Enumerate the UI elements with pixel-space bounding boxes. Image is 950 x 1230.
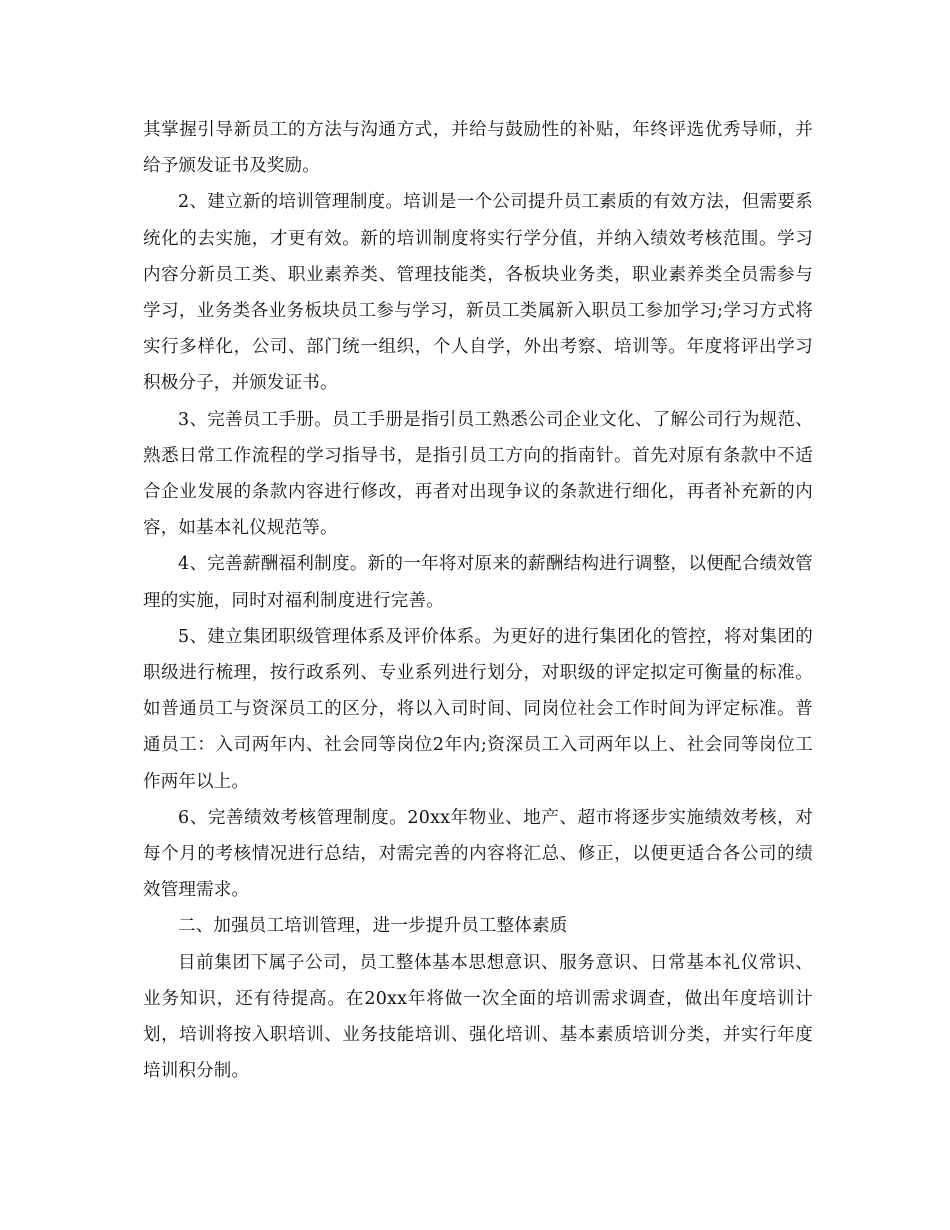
paragraph-employee-handbook: 3、完善员工手册。员工手册是指引员工熟悉公司企业文化、了解公司行为规范、熟悉日常工作流程的学习指导书，是指引员工方向的指南针。首先对原有条款中不适合企业发展的条款内容进行修改，再者对出现争议的条款进行细化，再者补充新的内容，如基本礼仪规范等。 <box>143 409 813 539</box>
paragraph-job-grade-system: 5、建立集团职级管理体系及评价体系。为更好的进行集团化的管控，将对集团的职级进行梳理，按行政系列、专业系列进行划分，对职级的评定拟定可衡量的标准。如普通员工与资深员工的区分，将以入司时间、同岗位社会工作时间为评定标准。普通员工：入司两年内、社会同等岗位2年内;资深员工入司两年以上、社会同等岗位工作两年以上。 <box>143 626 813 792</box>
section-heading: 二、加强员工培训管理，进一步提升员工整体素质 <box>178 916 568 937</box>
paragraph-training-management: 目前集团下属子公司，员工整体基本思想意识、服务意识、日常基本礼仪常识、业务知识，还有待提高。在20xx年将做一次全面的培训需求调查，做出年度培训计划，培训将按入职培训、业务技能培训、强化培训、基本素质培训分类，并实行年度培训积分制。 <box>143 952 813 1082</box>
paragraph-compensation: 4、完善薪酬福利制度。新的一年将对原来的薪酬结构进行调整，以便配合绩效管理的实施，同时对福利制度进行完善。 <box>143 554 813 611</box>
paragraph-continuation: 其掌握引导新员工的方法与沟通方式，并给与鼓励性的补贴，年终评选优秀导师，并给予颁发证书及奖励。 <box>143 120 813 177</box>
document-body <box>143 112 813 1089</box>
paragraph-performance-appraisal: 6、完善绩效考核管理制度。20xx年物业、地产、超市将逐步实施绩效考核，对每个月的考核情况进行总结，对需完善的内容将汇总、修正，以便更适合各公司的绩效管理需求。 <box>143 807 813 901</box>
paragraph-training-system: 2、建立新的培训管理制度。培训是一个公司提升员工素质的有效方法，但需要系统化的去实施，才更有效。新的培训制度将实行学分值，并纳入绩效考核范围。学习内容分新员工类、职业素养类、管理技能类，各板块业务类，职业素养类全员需参与学习，业务类各业务板块员工参与学习，新员工类属新入职员工参加学习;学习方式将实行多样化，公司、部门统一组织，个人自学，外出考察、培训等。年度将评出学习积极分子，并颁发证书。 <box>143 192 813 394</box>
